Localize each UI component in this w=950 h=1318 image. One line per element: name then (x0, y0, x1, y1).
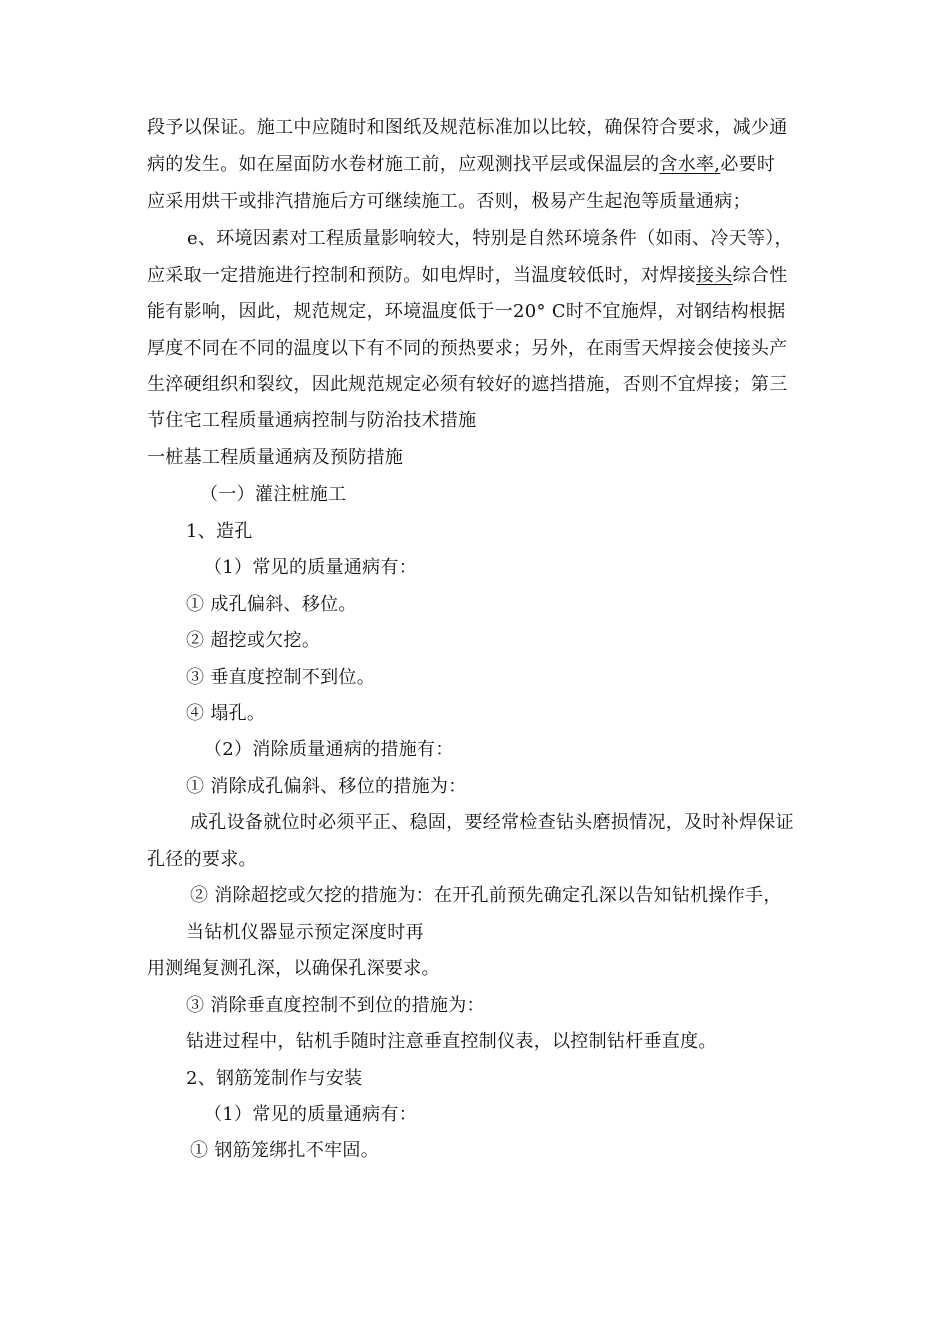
measure-title (186, 775, 467, 799)
paragraph-text: 孔径的要求。 (147, 849, 257, 870)
text-line (147, 409, 476, 433)
paragraph-text: 能有影响，因此，规范规定，环境温度低于一20° C时不宜施焊，对钢结构根据 (147, 301, 786, 322)
subsection-heading (200, 483, 346, 507)
subsection-heading-text: （一）灌注桩施工 (200, 484, 347, 505)
paragraph-text: ② 消除超挖或欠挖的措施为：在开孔前预先确定孔深以告知钻机操作手， (190, 885, 782, 906)
paragraph-text: 综合性 (732, 265, 788, 286)
item-title: 2、钢筋笼制作与安装 (186, 1068, 363, 1089)
text-line (147, 373, 788, 397)
section-heading-text: 一桩基工程质量通病及预防措施 (147, 447, 404, 468)
text-line (147, 957, 440, 981)
paragraph-text: 应采用烘干或排汽措施后方可继续施工。否则，极易产生起泡等质量通病； (147, 191, 751, 212)
list-heading-text: （2）消除质量通病的措施有： (204, 739, 454, 760)
text-line (147, 190, 751, 214)
text-line (186, 1030, 717, 1054)
underlined-term: 接头 (696, 265, 733, 286)
text-line (186, 921, 424, 945)
text-line (147, 848, 257, 872)
paragraph-text: 生淬硬组织和裂纹，因此规范规定必须有较好的遮挡措施，否则不宜焊接；第三 (147, 374, 788, 395)
list-item-text: ① 成孔偏斜、移位。 (186, 594, 357, 615)
list-item-text: ④ 塌孔。 (186, 703, 266, 724)
list-heading (204, 556, 417, 580)
text-line (187, 227, 793, 251)
text-line (190, 811, 794, 835)
text-line (147, 153, 775, 177)
measure-title-text: ① 消除成孔偏斜、移位的措施为： (186, 776, 467, 797)
list-item (186, 593, 357, 617)
paragraph-text: 必要时 (720, 154, 776, 175)
item-title: 1、造孔 (186, 521, 253, 542)
paragraph-text: 病的发生。如在屋面防水卷材施工前，应观测找平层或保温层的 (147, 154, 660, 175)
list-item-text: ③ 垂直度控制不到位。 (186, 667, 376, 688)
list-heading-text: （1）常见的质量通病有： (204, 557, 418, 578)
underlined-term: 含水率, (659, 154, 721, 175)
list-item (186, 702, 265, 726)
paragraph-text: 钻进过程中，钻机手随时注意垂直控制仪表，以控制钻杆垂直度。 (186, 1031, 717, 1052)
list-item-text: ② 超挖或欠挖。 (186, 630, 321, 651)
text-line (147, 300, 786, 324)
text-line (147, 264, 788, 288)
paragraph-text: 成孔设备就位时必须平正、稳固，要经常检查钻头磨损情况，及时补焊保证 (190, 812, 794, 833)
text-line (147, 337, 788, 361)
list-item-text: ① 钢筋笼绑扎不牢固。 (190, 1140, 380, 1161)
paragraph-text: 应采取一定措施进行控制和预防。如电焊时，当温度较低时，对焊接 (147, 265, 696, 286)
list-heading-text: （1）常见的质量通病有： (204, 1104, 418, 1125)
paragraph-text: 节住宅工程质量通病控制与防治技术措施 (147, 410, 477, 431)
text-line (190, 884, 782, 908)
paragraph-text: 当钻机仪器显示预定深度时再 (186, 922, 424, 943)
item-heading (186, 1067, 362, 1091)
paragraph-text: 厚度不同在不同的温度以下有不同的预热要求；另外，在雨雪天焊接会使接头产 (147, 338, 788, 359)
list-item (186, 666, 375, 690)
measure-title (186, 994, 485, 1018)
list-heading (204, 738, 454, 762)
list-item (186, 629, 320, 653)
text-line (147, 116, 788, 140)
paragraph-text: e、环境因素对工程质量影响较大，特别是自然环境条件（如雨、冷天等）， (187, 228, 793, 249)
item-heading (186, 520, 253, 544)
section-heading (147, 446, 403, 470)
list-item (190, 1139, 379, 1163)
paragraph-text: 段予以保证。施工中应随时和图纸及规范标准加以比较，确保符合要求，减少通 (147, 117, 788, 138)
list-heading (204, 1103, 417, 1127)
measure-title-text: ③ 消除垂直度控制不到位的措施为： (186, 995, 485, 1016)
paragraph-text: 用测绳复测孔深，以确保孔深要求。 (147, 958, 440, 979)
